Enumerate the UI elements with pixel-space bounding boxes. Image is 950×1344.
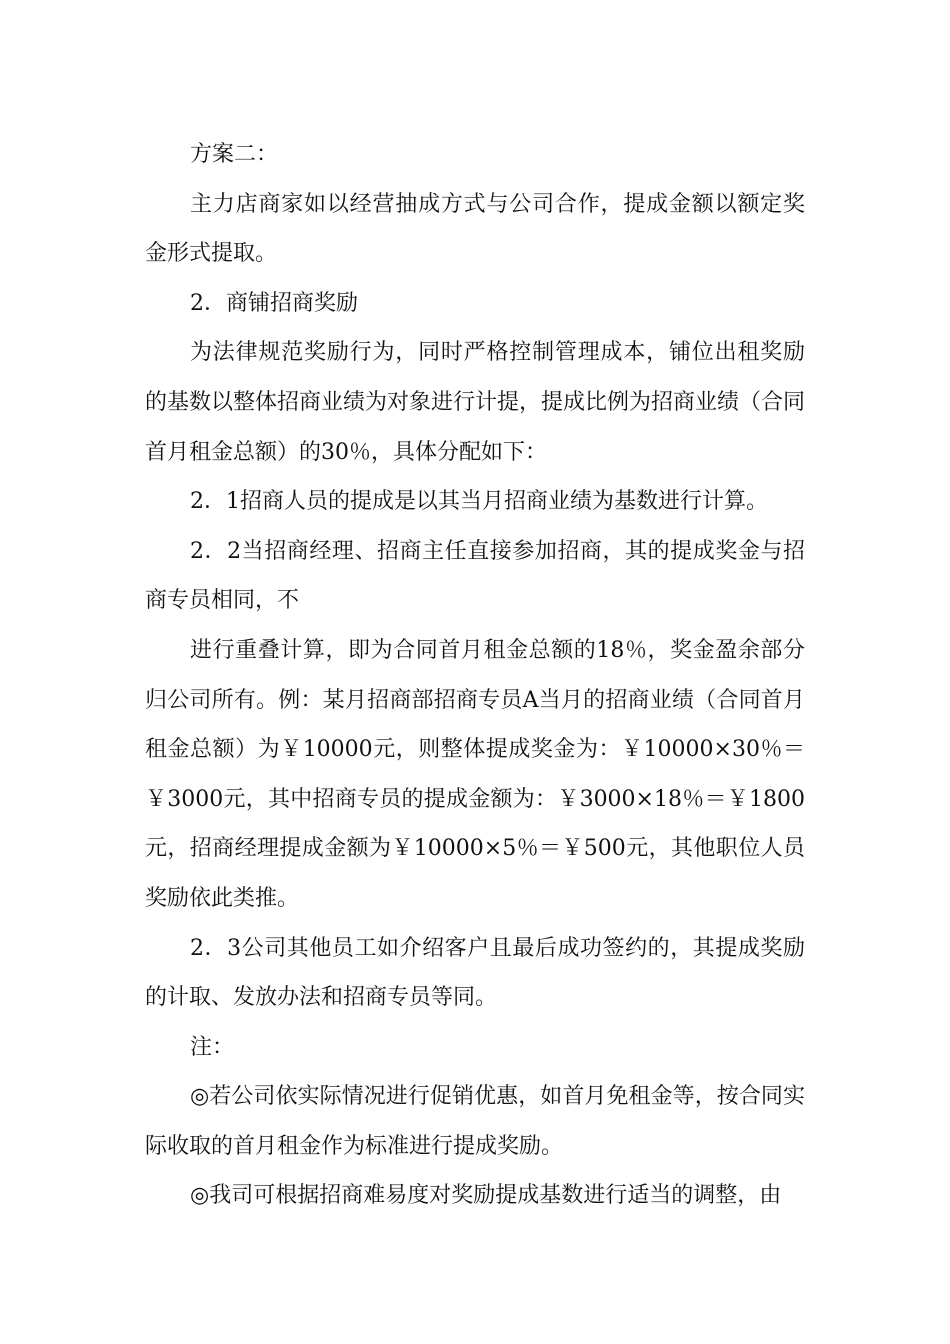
note-item-promotion: ◎若公司依实际情况进行促销优惠，如首月免租金等，按合同实际收取的首月租金作为标准进行提成奖励。 (145, 1084, 805, 1159)
clause-2-2-continued: 进行重叠计算，即为合同首月租金总额的18％，奖金盈余部分归公司所有。例：某月招商部招商专员A当月的招商业绩（合同首月租金总额）为￥10000元，则整体提成奖金为：￥10000×30％＝￥3000元，其中招商专员的提成金额为：￥3000×18％＝￥1800元，招商经理提成金额为￥10000×5％＝￥500元，其他职位人员奖励依此类推。 (145, 637, 805, 911)
section-2-heading: 2．商铺招商奖励 (190, 290, 358, 316)
document-body (145, 130, 805, 1221)
clause-2-3: 2．3公司其他员工如介绍客户且最后成功签约的，其提成奖励的计取、发放办法和招商专员等同。 (145, 935, 805, 1011)
note-item-adjustment: ◎我司可根据招商难易度对奖励提成基数进行适当的调整，由 (190, 1183, 782, 1209)
note-heading: 注： (190, 1034, 235, 1060)
clause-2-2: 2．2当招商经理、招商主任直接参加招商，其的提成奖金与招商专员相同，不 (145, 538, 805, 614)
plan-two-heading: 方案二： (190, 142, 279, 167)
reward-basis-paragraph: 为法律规范奖励行为，同时严格控制管理成本，铺位出租奖励的基数以整体招商业绩为对象进行计提，提成比例为招商业绩（合同首月租金总额）的30％，具体分配如下： (145, 340, 806, 465)
clause-2-1: 2．1招商人员的提成是以其当月招商业绩为基数进行计算。 (190, 489, 768, 515)
anchor-store-paragraph: 主力店商家如以经营抽成方式与公司合作，提成金额以额定奖金形式提取。 (145, 191, 805, 267)
